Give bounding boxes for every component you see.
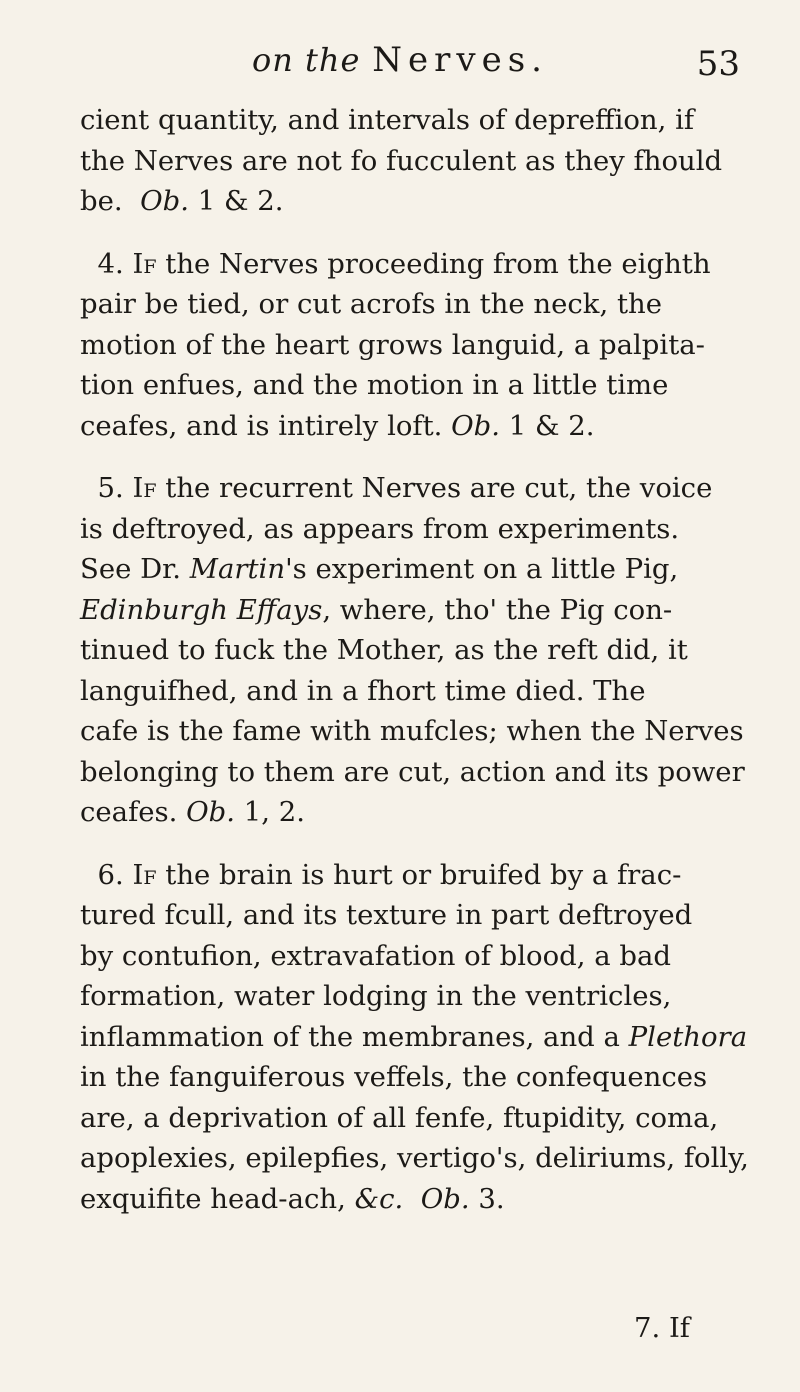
observation-ref: Ob. xyxy=(186,796,236,828)
text-line: cient quantity, and intervals of depreffion, if xyxy=(80,104,695,136)
paragraph-number: 5. xyxy=(97,472,124,504)
text-line: ceafes, and is intirely loft. Ob. 1 & 2. xyxy=(80,409,595,442)
lead-word: If xyxy=(132,858,157,891)
text-line: 6. If the brain is hurt or bruifed by a frac- xyxy=(97,858,682,891)
paragraph-6 xyxy=(80,855,749,1220)
text-line: See Dr. Martin's experiment on a little Pig, xyxy=(80,553,679,585)
text-line: languifhed, and in a fhort time died. The xyxy=(80,674,646,707)
paragraph-continuation xyxy=(80,100,740,222)
running-title xyxy=(0,40,800,80)
body-text xyxy=(80,100,749,1219)
running-title-italic: on the xyxy=(252,41,361,79)
running-title-caps: Nerves. xyxy=(372,40,548,80)
etc-abbrev: &c. xyxy=(354,1182,404,1215)
text-line: tion enfues, and the motion in a little time xyxy=(80,369,669,401)
lead-word: If xyxy=(132,247,157,280)
text-line: apoplexies, epilepfies, vertigo's, deliriums, folly, xyxy=(80,1142,749,1174)
text-line: inflammation of the membranes, and a Plethora xyxy=(80,1020,748,1053)
observation-ref: Ob. xyxy=(140,185,189,217)
observation-ref: Ob. xyxy=(451,409,501,442)
paragraph-number: 6. xyxy=(97,858,124,891)
text-line: belonging to them are cut, action and its power xyxy=(80,755,745,788)
term-plethora: Plethora xyxy=(628,1020,748,1053)
text-line: Edinburgh Effays, where, tho' the Pig con- xyxy=(80,593,673,626)
catchword: 7. If xyxy=(633,1312,690,1344)
paragraph-4 xyxy=(80,244,740,447)
text-line: tured fcull, and its texture in part deftroyed xyxy=(80,899,693,931)
text-line: in the fanguiferous veffels, the confequences xyxy=(80,1061,708,1093)
text-line: the Nerves are not fo fucculent as they fhould xyxy=(80,144,723,177)
text-line: be. Ob. 1 & 2. xyxy=(80,185,284,217)
text-line: 4. If the Nerves proceeding from the eighth xyxy=(97,247,711,280)
text-line: by contufion, extravafation of blood, a bad xyxy=(80,939,671,972)
paragraph-number: 4. xyxy=(97,247,124,280)
text-line: motion of the heart grows languid, a palpita- xyxy=(80,328,705,361)
lead-word: If xyxy=(132,472,157,504)
page-header xyxy=(0,40,800,90)
paragraph-5 xyxy=(80,468,745,833)
text-line: exquifite head-ach, &c. Ob. 3. xyxy=(80,1182,505,1215)
text-line: formation, water lodging in the ventricles, xyxy=(80,980,672,1012)
work-title: Edinburgh Effays xyxy=(80,593,323,626)
text-line: cafe is the fame with mufcles; when the Nerves xyxy=(80,715,744,747)
text-line: tinued to fuck the Mother, as the reft did, it xyxy=(80,634,688,666)
text-line: 5. If the recurrent Nerves are cut, the voice xyxy=(97,472,713,504)
text-line: ceafes. Ob. 1, 2. xyxy=(80,796,305,828)
text-line: is deftroyed, as appears from experiments. xyxy=(80,512,680,545)
text-line: are, a deprivation of all fenfe, ftupidity, coma, xyxy=(80,1101,719,1134)
page-number: 53 xyxy=(696,44,740,84)
author-name: Martin xyxy=(189,553,286,585)
observation-ref: Ob. xyxy=(420,1182,470,1215)
text-line: pair be tied, or cut acrofs in the neck, the xyxy=(80,288,662,320)
